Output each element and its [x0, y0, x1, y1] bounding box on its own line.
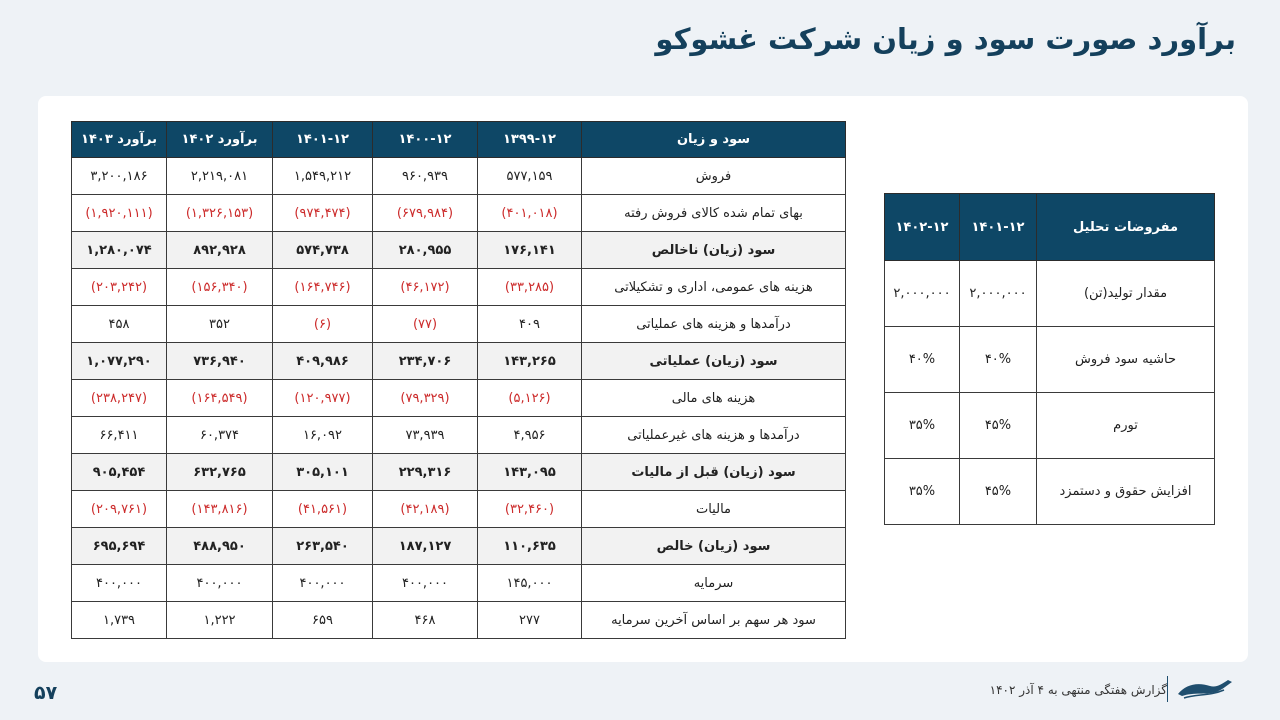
table-cell: (۲۰۹,۷۶۱) — [72, 491, 167, 528]
table-cell: ۱,۲۲۲ — [167, 602, 273, 639]
table-row — [72, 195, 846, 232]
table-cell: ۱۴۳,۲۶۵ — [478, 343, 582, 380]
table-row — [72, 380, 846, 417]
column-header: مفروضات تحلیل — [1037, 194, 1215, 261]
table-cell: ۴۵% — [960, 393, 1037, 459]
table-row — [72, 417, 846, 454]
table-cell: ۳۵۲ — [167, 306, 273, 343]
row-label: هزینه های مالی — [582, 380, 846, 417]
table-cell: ۴۵۸ — [72, 306, 167, 343]
table-cell: (۱۵۶,۳۴۰) — [167, 269, 273, 306]
table-cell: ۷۳۶,۹۴۰ — [167, 343, 273, 380]
table-cell: ۴۰۰,۰۰۰ — [167, 565, 273, 602]
table-cell: (۱۶۴,۷۴۶) — [273, 269, 373, 306]
table-cell: ۴۰۰,۰۰۰ — [373, 565, 478, 602]
row-label: درآمدها و هزینه های عملیاتی — [582, 306, 846, 343]
table-row — [885, 393, 1215, 459]
table-cell: ۹۶۰,۹۳۹ — [373, 158, 478, 195]
table-row — [72, 232, 846, 269]
table-cell: ۵۷۷,۱۵۹ — [478, 158, 582, 195]
table-cell: (۱۴۳,۸۱۶) — [167, 491, 273, 528]
column-header: ۱۴۰۲-۱۲ — [885, 194, 960, 261]
table-row — [72, 454, 846, 491]
row-label: سود (زیان) خالص — [582, 528, 846, 565]
row-label: سرمایه — [582, 565, 846, 602]
page-number: ۵۷ — [34, 682, 58, 704]
table-cell: ۲,۲۱۹,۰۸۱ — [167, 158, 273, 195]
table-cell: (۱۲۰,۹۷۷) — [273, 380, 373, 417]
table-cell: (۴۶,۱۷۲) — [373, 269, 478, 306]
table-row — [72, 565, 846, 602]
table-cell: ۴۵% — [960, 459, 1037, 525]
column-header: ۱۴۰۱-۱۲ — [960, 194, 1037, 261]
table-cell: (۴۲,۱۸۹) — [373, 491, 478, 528]
table-row — [72, 491, 846, 528]
table-cell: ۴۸۸,۹۵۰ — [167, 528, 273, 565]
table-row — [72, 269, 846, 306]
table-cell: ۴۰۹ — [478, 306, 582, 343]
table-cell: ۲۸۰,۹۵۵ — [373, 232, 478, 269]
table-cell: ۴۰۰,۰۰۰ — [273, 565, 373, 602]
table-cell: ۱,۵۴۹,۲۱۲ — [273, 158, 373, 195]
footer-divider — [1167, 676, 1168, 702]
table-cell: ۳۵% — [885, 459, 960, 525]
table-cell: ۱۱۰,۶۳۵ — [478, 528, 582, 565]
row-label: بهای تمام شده کالای فروش رفته — [582, 195, 846, 232]
table-cell: ۴۰۹,۹۸۶ — [273, 343, 373, 380]
table-cell: (۴۱,۵۶۱) — [273, 491, 373, 528]
row-label: درآمدها و هزینه های غیرعملیاتی — [582, 417, 846, 454]
column-header: ۱۴۰۰-۱۲ — [373, 122, 478, 158]
row-label: سود هر سهم بر اساس آخرین سرمایه — [582, 602, 846, 639]
table-cell: ۴۰% — [960, 327, 1037, 393]
table-cell: ۲۷۷ — [478, 602, 582, 639]
table-cell: ۴۰۰,۰۰۰ — [72, 565, 167, 602]
table-cell: (۳۳,۲۸۵) — [478, 269, 582, 306]
table-cell: ۶۵۹ — [273, 602, 373, 639]
row-label: هزینه های عمومی، اداری و تشکیلاتی — [582, 269, 846, 306]
report-date-text: گزارش هفتگی منتهی به ۴ آذر ۱۴۰۲ — [989, 683, 1167, 697]
row-label: مقدار تولید(تن) — [1037, 261, 1215, 327]
table-cell: ۴۰% — [885, 327, 960, 393]
table-cell: (۲۰۳,۲۴۲) — [72, 269, 167, 306]
table-cell: (۷۹,۳۲۹) — [373, 380, 478, 417]
table-cell: (۶) — [273, 306, 373, 343]
table-cell: ۷۳,۹۳۹ — [373, 417, 478, 454]
table-row — [72, 528, 846, 565]
table-cell: ۳۵% — [885, 393, 960, 459]
table-cell: (۷۷) — [373, 306, 478, 343]
table-cell: ۶۰,۳۷۴ — [167, 417, 273, 454]
column-header: سود و زیان — [582, 122, 846, 158]
table-cell: ۵۷۴,۷۳۸ — [273, 232, 373, 269]
column-header: برآورد ۱۴۰۲ — [167, 122, 273, 158]
table-cell: ۱,۷۳۹ — [72, 602, 167, 639]
table-cell: (۴۰۱,۰۱۸) — [478, 195, 582, 232]
table-cell: (۶۷۹,۹۸۴) — [373, 195, 478, 232]
table-cell: ۶۳۲,۷۶۵ — [167, 454, 273, 491]
column-header: برآورد ۱۴۰۳ — [72, 122, 167, 158]
column-header: ۱۳۹۹-۱۲ — [478, 122, 582, 158]
table-cell: ۱۶,۰۹۲ — [273, 417, 373, 454]
table-cell: ۲۶۳,۵۴۰ — [273, 528, 373, 565]
income-statement-table — [71, 121, 846, 639]
table-cell: ۱,۲۸۰,۰۷۴ — [72, 232, 167, 269]
table-cell: (۵,۱۲۶) — [478, 380, 582, 417]
table-row — [72, 306, 846, 343]
table-row — [72, 343, 846, 380]
row-label: مالیات — [582, 491, 846, 528]
table-cell: ۴۶۸ — [373, 602, 478, 639]
table-row — [885, 459, 1215, 525]
table-cell: ۳,۲۰۰,۱۸۶ — [72, 158, 167, 195]
table-cell: (۱۶۴,۵۴۹) — [167, 380, 273, 417]
table-cell: ۲,۰۰۰,۰۰۰ — [885, 261, 960, 327]
row-label: تورم — [1037, 393, 1215, 459]
table-cell: ۶۶,۴۱۱ — [72, 417, 167, 454]
row-label: سود (زیان) قبل از مالیات — [582, 454, 846, 491]
row-label: فروش — [582, 158, 846, 195]
row-label: سود (زیان) ناخالص — [582, 232, 846, 269]
table-header-row — [885, 194, 1215, 261]
company-logo-icon — [1176, 676, 1234, 702]
table-row — [72, 158, 846, 195]
table-cell: ۸۹۲,۹۲۸ — [167, 232, 273, 269]
table-header-row — [72, 122, 846, 158]
table-cell: ۲۲۹,۳۱۶ — [373, 454, 478, 491]
table-cell: ۹۰۵,۴۵۴ — [72, 454, 167, 491]
table-cell: (۱,۳۲۶,۱۵۳) — [167, 195, 273, 232]
table-row — [72, 602, 846, 639]
table-cell: (۲۳۸,۲۴۷) — [72, 380, 167, 417]
table-cell: (۱,۹۲۰,۱۱۱) — [72, 195, 167, 232]
table-cell: ۱۴۵,۰۰۰ — [478, 565, 582, 602]
table-cell: (۳۲,۴۶۰) — [478, 491, 582, 528]
table-cell: ۱۴۳,۰۹۵ — [478, 454, 582, 491]
table-cell: (۹۷۴,۴۷۴) — [273, 195, 373, 232]
row-label: حاشیه سود فروش — [1037, 327, 1215, 393]
table-row — [885, 327, 1215, 393]
table-cell: ۱,۰۷۷,۲۹۰ — [72, 343, 167, 380]
assumptions-table — [884, 193, 1215, 525]
table-cell: ۲۳۴,۷۰۶ — [373, 343, 478, 380]
row-label: افزایش حقوق و دستمزد — [1037, 459, 1215, 525]
table-cell: ۳۰۵,۱۰۱ — [273, 454, 373, 491]
table-cell: ۴,۹۵۶ — [478, 417, 582, 454]
page-title: برآورد صورت سود و زیان شرکت غشوکو — [655, 22, 1236, 56]
table-cell: ۱۷۶,۱۴۱ — [478, 232, 582, 269]
table-cell: ۱۸۷,۱۲۷ — [373, 528, 478, 565]
row-label: سود (زیان) عملیاتی — [582, 343, 846, 380]
table-cell: ۲,۰۰۰,۰۰۰ — [960, 261, 1037, 327]
table-row — [885, 261, 1215, 327]
column-header: ۱۴۰۱-۱۲ — [273, 122, 373, 158]
table-cell: ۶۹۵,۶۹۴ — [72, 528, 167, 565]
